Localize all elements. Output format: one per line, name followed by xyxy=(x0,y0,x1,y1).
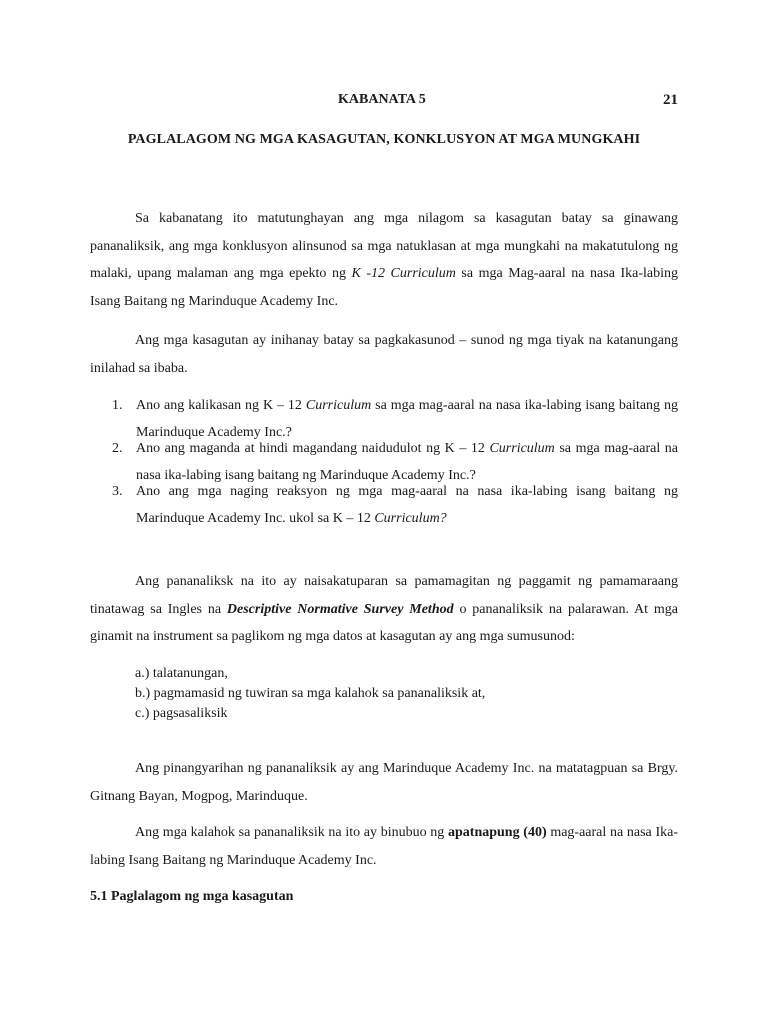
participants-text-1: Ang mga kalahok sa pananaliksik na ito ay binubuo ng xyxy=(135,825,448,840)
question-italic-term: Curriculum xyxy=(305,398,372,413)
lead-in-paragraph: Ang mga kasagutan ay inihanay batay sa pagkakasunod – sunod ng mga tiyak na katanungang inilahad sa ibaba. xyxy=(90,333,678,376)
participant-count: apatnapung (40) xyxy=(448,825,547,840)
list-item xyxy=(90,435,678,483)
list-item xyxy=(90,478,678,532)
question-text: Ano ang mga naging reaksyon ng mga mag-aaral na nasa ika-labing isang baitang ng Marinduque Academy Inc. ukol sa K – 12 xyxy=(136,484,678,526)
page-number: 21 xyxy=(663,92,678,108)
chapter-header xyxy=(90,92,678,112)
list-item: c.) pagsasaliksik xyxy=(135,706,228,721)
list-item: a.) talatanungan, xyxy=(135,666,228,681)
participants-paragraph xyxy=(90,819,678,874)
question-number: 1. xyxy=(112,398,123,413)
question-text: Ano ang kalikasan ng K – 12 xyxy=(136,398,306,413)
method-paragraph xyxy=(90,568,678,651)
list-item: b.) pagmamasid ng tuwiran sa mga kalahok sa pananaliksik at, xyxy=(135,686,486,701)
instruments-list xyxy=(135,664,675,724)
question-number: 2. xyxy=(112,441,123,456)
method-text-2: o pananaliksik na palarawan. At mga ginamit na instrument sa paglikom ng mga datos at kasagutan ay ang mga sumusunod: xyxy=(90,601,678,644)
method-name: Descriptive Normative Survey Method xyxy=(226,601,454,617)
question-text: sa mga mag-aaral na nasa ika-labing isang baitang ng Marinduque Academy Inc.? xyxy=(136,441,678,483)
intro-text-1: Sa kabanatang ito matutunghayan ang mga nilagom sa kasagutan batay sa ginawang pananaliksik, ang mga konklusyon alinsunod sa mga natuklasan at mga mungkahi na makatutulong ng malaki, upang malaman ang mga epekto ng xyxy=(90,211,678,281)
intro-text-2: sa mga Mag-aaral na nasa Ika-labing Isang Baitang ng Marinduque Academy Inc. xyxy=(90,266,678,309)
method-text-1: Ang pananaliksk na ito ay naisakatuparan sa pamamagitan ng paggamit ng pamamaraang tinatawag sa Ingles na xyxy=(90,574,678,617)
question-italic-term: Curriculum? xyxy=(374,511,447,526)
question-italic-term: Curriculum xyxy=(489,441,555,456)
list-item xyxy=(90,392,678,440)
question-text: Ano ang maganda at hindi magandang naidudulot ng K – 12 xyxy=(136,441,490,456)
intro-italic-term: K -12 Curriculum xyxy=(351,266,456,281)
research-questions-list xyxy=(90,392,678,532)
chapter-title: PAGLALAGOM NG MGA KASAGUTAN, KONKLUSYON AT MGA MUNGKAHI xyxy=(127,132,641,147)
participants-text-2: mag-aaral na nasa Ika-labing Isang Baitang ng Marinduque Academy Inc. xyxy=(90,825,678,868)
question-text: sa mga mag-aaral na nasa ika-labing isang baitang ng Marinduque Academy Inc.? xyxy=(136,398,678,440)
section-heading: 5.1 Paglalagom ng mga kasagutan xyxy=(90,889,294,904)
chapter-label: KABANATA 5 xyxy=(338,92,426,107)
question-number: 3. xyxy=(112,484,123,499)
location-paragraph: Ang pinangyarihan ng pananaliksik ay ang Marinduque Academy Inc. na matatagpuan sa Brgy. Gitnang Bayan, Mogpog, Marinduque. xyxy=(90,761,678,804)
intro-paragraph xyxy=(90,205,678,315)
